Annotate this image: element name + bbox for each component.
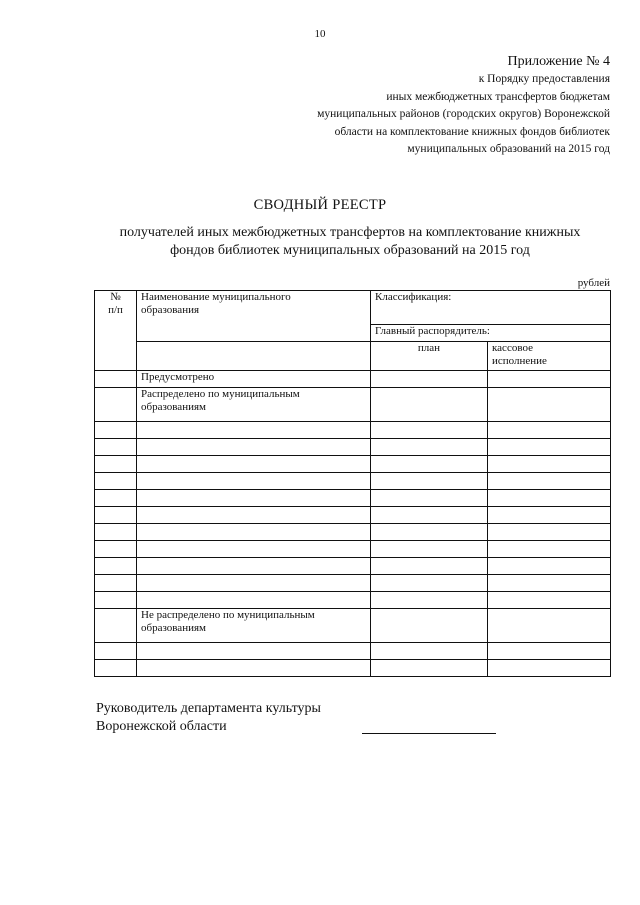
- subtitle-line: фондов библиотек муниципальных образований на 2015 год: [170, 243, 530, 258]
- header-number-line1: №: [110, 291, 121, 303]
- table-row: [95, 473, 611, 490]
- table-row: [95, 507, 611, 524]
- table-row: [95, 541, 611, 558]
- header-plan: план: [371, 342, 488, 371]
- distributed-line2: образованиям: [141, 401, 206, 413]
- table-row: [95, 371, 611, 388]
- table-row: [95, 609, 611, 643]
- row-not-distributed-label: [137, 609, 371, 643]
- header-classification: Классификация:: [371, 291, 611, 325]
- table-row: [95, 490, 611, 507]
- header-name-line1: Наименование муниципального: [141, 291, 291, 303]
- header-cash-execution: [488, 342, 611, 371]
- header-number-line2: п/п: [108, 304, 123, 316]
- distributed-line1: Распределено по муниципальным: [141, 388, 300, 400]
- table-row: [95, 422, 611, 439]
- appendix-line: к Порядку предоставления: [478, 73, 610, 85]
- row-distributed-label: [137, 388, 371, 422]
- appendix-line: муниципальных районов (городских округов) Воронежской: [317, 108, 610, 120]
- table-row: [95, 575, 611, 592]
- page-number: 10: [314, 28, 326, 40]
- table-row: [95, 439, 611, 456]
- document-title: СВОДНЫЙ РЕЕСТР: [253, 197, 387, 213]
- appendix-line: иных межбюджетных трансфертов бюджетам: [386, 90, 610, 103]
- header-name-line2: образования: [141, 304, 200, 316]
- header-name-blank: [137, 342, 371, 371]
- table-row: [95, 524, 611, 541]
- table-row: [95, 558, 611, 575]
- table-row: [95, 592, 611, 609]
- signature-title-line1: Руководитель департамента культуры: [96, 701, 321, 716]
- signature-title-line2: Воронежской области: [96, 719, 227, 734]
- header-chief-administrator: Главный распорядитель:: [371, 325, 611, 342]
- header-cash-line2: исполнение: [492, 355, 547, 367]
- header-number: [95, 291, 137, 371]
- row-planned-label: Предусмотрено: [137, 371, 371, 388]
- signature-block: [96, 700, 321, 736]
- document-subtitle: [80, 224, 620, 260]
- registry-table: [94, 290, 611, 677]
- currency-unit: рублей: [577, 277, 610, 289]
- not-distributed-line2: образованиям: [141, 622, 206, 634]
- table-row: [95, 388, 611, 422]
- appendix-line: области на комплектование книжных фондов библиотек: [334, 125, 610, 138]
- appendix-block: [317, 53, 610, 159]
- appendix-line: муниципальных образований на 2015 год: [407, 143, 610, 155]
- signature-line: [362, 733, 496, 734]
- table-row: [95, 456, 611, 473]
- header-municipality-name: [137, 291, 371, 342]
- table-row: [95, 643, 611, 660]
- subtitle-line: получателей иных межбюджетных трансфертов на комплектование книжных: [119, 225, 581, 240]
- not-distributed-line1: Не распределено по муниципальным: [141, 609, 315, 621]
- header-cash-line1: кассовое: [492, 342, 533, 354]
- table-row: [95, 660, 611, 677]
- appendix-title: Приложение № 4: [507, 54, 610, 69]
